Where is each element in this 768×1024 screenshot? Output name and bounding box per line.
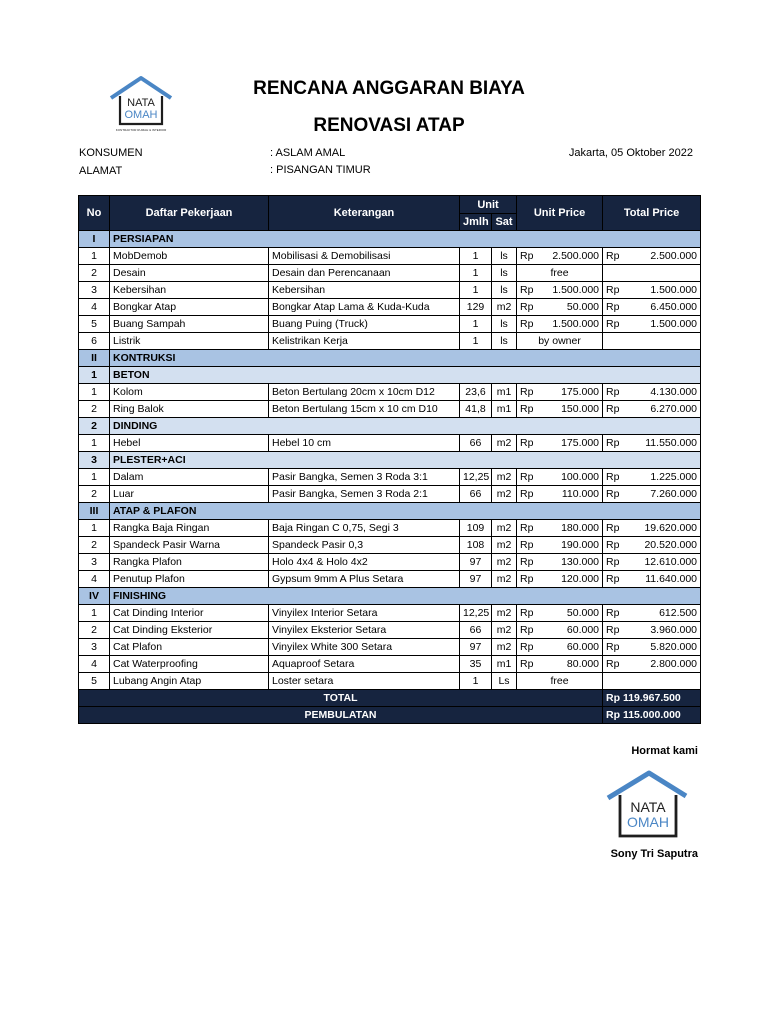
col-header-no: No <box>79 196 110 231</box>
unit: m2 <box>492 639 517 656</box>
price-note: by owner <box>517 333 603 350</box>
quantity: 41,8 <box>460 401 492 418</box>
unit-price: 60.000 <box>539 639 603 656</box>
quantity: 23,6 <box>460 384 492 401</box>
total-price-currency: Rp <box>603 469 625 486</box>
work-item-description: Holo 4x4 & Holo 4x2 <box>269 554 460 571</box>
table-row <box>79 486 701 503</box>
table-row <box>79 622 701 639</box>
work-item-name: Cat Waterproofing <box>110 656 269 673</box>
total-price-currency: Rp <box>603 571 625 588</box>
unit: ls <box>492 265 517 282</box>
row-number: II <box>79 350 110 367</box>
row-number: 4 <box>79 656 110 673</box>
table-row <box>79 333 701 350</box>
work-item-name: Penutup Plafon <box>110 571 269 588</box>
unit-price: 180.000 <box>539 520 603 537</box>
total-price-currency: Rp <box>603 282 625 299</box>
work-item-name: Rangka Baja Ringan <box>110 520 269 537</box>
unit: m2 <box>492 435 517 452</box>
work-item-name: Listrik <box>110 333 269 350</box>
unit: m2 <box>492 554 517 571</box>
unit-price: 60.000 <box>539 622 603 639</box>
subsection-title: BETON <box>110 367 701 384</box>
table-row <box>79 248 701 265</box>
quantity: 1 <box>460 673 492 690</box>
table-row <box>79 639 701 656</box>
unit: m2 <box>492 571 517 588</box>
unit: m2 <box>492 537 517 554</box>
total-price: 12.610.000 <box>625 554 701 571</box>
unit-price: 1.500.000 <box>539 316 603 333</box>
table-row <box>79 605 701 622</box>
alamat-value: : PISANGAN TIMUR <box>270 164 371 176</box>
quantity: 97 <box>460 639 492 656</box>
subsection-row <box>79 367 701 384</box>
unit-price-currency: Rp <box>517 401 539 418</box>
unit-price: 175.000 <box>539 384 603 401</box>
unit-price-currency: Rp <box>517 554 539 571</box>
rab-table-body <box>79 231 701 690</box>
quantity: 108 <box>460 537 492 554</box>
unit-price: 1.500.000 <box>539 282 603 299</box>
table-row <box>79 537 701 554</box>
work-item-name: Ring Balok <box>110 401 269 418</box>
subsection-title: DINDING <box>110 418 701 435</box>
row-number: 6 <box>79 333 110 350</box>
work-item-name: Buang Sampah <box>110 316 269 333</box>
work-item-name: Dalam <box>110 469 269 486</box>
total-price-currency: Rp <box>603 401 625 418</box>
unit-price-currency: Rp <box>517 537 539 554</box>
unit: m1 <box>492 656 517 673</box>
row-number: 1 <box>79 248 110 265</box>
row-number: 1 <box>79 435 110 452</box>
unit-price-currency: Rp <box>517 384 539 401</box>
total-price: 2.500.000 <box>625 248 701 265</box>
total-price-currency: Rp <box>603 639 625 656</box>
col-header-total-price: Total Price <box>603 196 701 231</box>
unit: m1 <box>492 401 517 418</box>
work-item-name: MobDemob <box>110 248 269 265</box>
table-row <box>79 469 701 486</box>
total-price-currency: Rp <box>603 554 625 571</box>
quantity: 35 <box>460 656 492 673</box>
unit-price-currency: Rp <box>517 248 539 265</box>
total-price-currency: Rp <box>603 622 625 639</box>
unit-price-currency: Rp <box>517 520 539 537</box>
col-header-unit-price: Unit Price <box>517 196 603 231</box>
row-number: III <box>79 503 110 520</box>
row-number: 2 <box>79 265 110 282</box>
work-item-description: Pasir Bangka, Semen 3 Roda 2:1 <box>269 486 460 503</box>
unit: m2 <box>492 622 517 639</box>
total-price: 2.800.000 <box>625 656 701 673</box>
work-item-description: Beton Bertulang 20cm x 10cm D12 <box>269 384 460 401</box>
total-price-currency: Rp <box>603 316 625 333</box>
logo-text-nata: NATA <box>127 97 155 109</box>
row-number: 2 <box>79 537 110 554</box>
work-item-description: Aquaproof Setara <box>269 656 460 673</box>
work-item-name: Luar <box>110 486 269 503</box>
row-number: 4 <box>79 299 110 316</box>
work-item-name: Kolom <box>110 384 269 401</box>
signature-logo <box>605 768 689 842</box>
price-note: free <box>517 673 603 690</box>
quantity: 1 <box>460 316 492 333</box>
unit-price-currency: Rp <box>517 486 539 503</box>
total-price: 612.500 <box>625 605 701 622</box>
document-title: RENCANA ANGGARAN BIAYA <box>253 78 525 99</box>
work-item-description: Spandeck Pasir 0,3 <box>269 537 460 554</box>
work-item-description: Vinyilex White 300 Setara <box>269 639 460 656</box>
pembulatan-row <box>79 707 701 724</box>
table-row <box>79 571 701 588</box>
total-price-currency: Rp <box>603 435 625 452</box>
logo-text-omah: OMAH <box>124 109 158 121</box>
table-row <box>79 435 701 452</box>
unit-price: 190.000 <box>539 537 603 554</box>
row-number: 5 <box>79 316 110 333</box>
logo-tagline: KONTRAKTOR RUMAH & INTERIOR <box>115 128 167 132</box>
total-value: Rp 119.967.500 <box>603 690 701 707</box>
table-row <box>79 299 701 316</box>
work-item-name: Bongkar Atap <box>110 299 269 316</box>
unit-price-currency: Rp <box>517 656 539 673</box>
table-row <box>79 384 701 401</box>
unit: ls <box>492 316 517 333</box>
total-price-currency: Rp <box>603 520 625 537</box>
signature-greeting: Hormat kami <box>631 745 698 757</box>
work-item-description: Pasir Bangka, Semen 3 Roda 3:1 <box>269 469 460 486</box>
total-price-currency: Rp <box>603 384 625 401</box>
unit-price: 2.500.000 <box>539 248 603 265</box>
quantity: 1 <box>460 248 492 265</box>
row-number: 1 <box>79 605 110 622</box>
quantity: 97 <box>460 571 492 588</box>
work-item-description: Beton Bertulang 15cm x 10 cm D10 <box>269 401 460 418</box>
quantity: 109 <box>460 520 492 537</box>
quantity: 1 <box>460 282 492 299</box>
unit-price: 50.000 <box>539 299 603 316</box>
unit-price: 120.000 <box>539 571 603 588</box>
unit-price-currency: Rp <box>517 435 539 452</box>
total-label: TOTAL <box>79 690 603 707</box>
work-item-description: Hebel 10 cm <box>269 435 460 452</box>
unit: m2 <box>492 520 517 537</box>
total-price-currency: Rp <box>603 656 625 673</box>
total-price: 1.225.000 <box>625 469 701 486</box>
unit-price-currency: Rp <box>517 639 539 656</box>
row-number: 5 <box>79 673 110 690</box>
quantity: 66 <box>460 486 492 503</box>
unit-price-currency: Rp <box>517 282 539 299</box>
total-price-currency: Rp <box>603 605 625 622</box>
unit-price: 130.000 <box>539 554 603 571</box>
table-row <box>79 282 701 299</box>
row-number: 1 <box>79 469 110 486</box>
unit-price: 150.000 <box>539 401 603 418</box>
total-price: 11.550.000 <box>625 435 701 452</box>
document-date: Jakarta, 05 Oktober 2022 <box>568 147 693 159</box>
row-number: 3 <box>79 282 110 299</box>
unit: m2 <box>492 299 517 316</box>
work-item-description: Baja Ringan C 0,75, Segi 3 <box>269 520 460 537</box>
work-item-description: Kelistrikan Kerja <box>269 333 460 350</box>
work-item-description: Vinyilex Eksterior Setara <box>269 622 460 639</box>
total-price: 19.620.000 <box>625 520 701 537</box>
work-item-name: Hebel <box>110 435 269 452</box>
unit-price-currency: Rp <box>517 469 539 486</box>
pembulatan-label: PEMBULATAN <box>79 707 603 724</box>
konsumen-label: KONSUMEN <box>79 147 143 159</box>
unit-price: 100.000 <box>539 469 603 486</box>
col-header-unit: Unit <box>460 196 517 214</box>
quantity: 97 <box>460 554 492 571</box>
section-title: PERSIAPAN <box>110 231 701 248</box>
document-subtitle: RENOVASI ATAP <box>313 115 465 136</box>
unit-price-currency: Rp <box>517 299 539 316</box>
konsumen-value: : ASLAM AMAL <box>270 147 346 159</box>
table-row <box>79 673 701 690</box>
unit-price: 80.000 <box>539 656 603 673</box>
unit: m2 <box>492 486 517 503</box>
work-item-name: Rangka Plafon <box>110 554 269 571</box>
row-number: 1 <box>79 384 110 401</box>
work-item-description: Loster setara <box>269 673 460 690</box>
quantity: 66 <box>460 622 492 639</box>
subsection-title: PLESTER+ACI <box>110 452 701 469</box>
section-row <box>79 350 701 367</box>
quantity: 1 <box>460 333 492 350</box>
work-item-description: Gypsum 9mm A Plus Setara <box>269 571 460 588</box>
unit: Ls <box>492 673 517 690</box>
total-price: 20.520.000 <box>625 537 701 554</box>
work-item-name: Cat Dinding Interior <box>110 605 269 622</box>
work-item-description: Kebersihan <box>269 282 460 299</box>
unit: ls <box>492 333 517 350</box>
total-price-empty <box>603 265 701 282</box>
quantity: 129 <box>460 299 492 316</box>
work-item-name: Lubang Angin Atap <box>110 673 269 690</box>
total-price: 1.500.000 <box>625 316 701 333</box>
section-row <box>79 588 701 605</box>
work-item-description: Desain dan Perencanaan <box>269 265 460 282</box>
total-price-currency: Rp <box>603 486 625 503</box>
unit-price: 50.000 <box>539 605 603 622</box>
total-price-empty <box>603 333 701 350</box>
row-number: 4 <box>79 571 110 588</box>
total-price: 6.270.000 <box>625 401 701 418</box>
table-row <box>79 265 701 282</box>
work-item-name: Cat Plafon <box>110 639 269 656</box>
unit-price: 175.000 <box>539 435 603 452</box>
unit: m2 <box>492 605 517 622</box>
section-title: KONTRUKSI <box>110 350 701 367</box>
col-header-jmlh: Jmlh <box>460 214 492 231</box>
quantity: 12,25 <box>460 469 492 486</box>
work-item-name: Spandeck Pasir Warna <box>110 537 269 554</box>
total-price-currency: Rp <box>603 299 625 316</box>
rab-table <box>78 195 701 724</box>
section-row <box>79 503 701 520</box>
row-number: 3 <box>79 639 110 656</box>
row-number: 3 <box>79 452 110 469</box>
pembulatan-value: Rp 115.000.000 <box>603 707 701 724</box>
section-title: FINISHING <box>110 588 701 605</box>
table-row <box>79 520 701 537</box>
unit-price-currency: Rp <box>517 571 539 588</box>
subsection-row <box>79 418 701 435</box>
signature-logo-nata: NATA <box>630 799 666 815</box>
row-number: 2 <box>79 401 110 418</box>
total-price-currency: Rp <box>603 537 625 554</box>
total-price: 11.640.000 <box>625 571 701 588</box>
signature-logo-omah: OMAH <box>627 814 669 830</box>
col-header-keterangan: Keterangan <box>269 196 460 231</box>
row-number: 2 <box>79 486 110 503</box>
work-item-description: Vinyilex Interior Setara <box>269 605 460 622</box>
work-item-description: Buang Puing (Truck) <box>269 316 460 333</box>
total-price-empty <box>603 673 701 690</box>
total-price: 5.820.000 <box>625 639 701 656</box>
total-price: 7.260.000 <box>625 486 701 503</box>
row-number: 1 <box>79 367 110 384</box>
row-number: 2 <box>79 622 110 639</box>
unit: ls <box>492 248 517 265</box>
unit-price-currency: Rp <box>517 622 539 639</box>
unit-price-currency: Rp <box>517 316 539 333</box>
quantity: 66 <box>460 435 492 452</box>
table-row <box>79 656 701 673</box>
row-number: 3 <box>79 554 110 571</box>
col-header-sat: Sat <box>492 214 517 231</box>
total-price-currency: Rp <box>603 248 625 265</box>
unit: m2 <box>492 469 517 486</box>
total-price: 3.960.000 <box>625 622 701 639</box>
unit: ls <box>492 282 517 299</box>
table-row <box>79 316 701 333</box>
unit: m1 <box>492 384 517 401</box>
total-row <box>79 690 701 707</box>
total-price: 4.130.000 <box>625 384 701 401</box>
table-row <box>79 401 701 418</box>
unit-price: 110.000 <box>539 486 603 503</box>
work-item-name: Kebersihan <box>110 282 269 299</box>
col-header-daftar: Daftar Pekerjaan <box>110 196 269 231</box>
subsection-row <box>79 452 701 469</box>
quantity: 1 <box>460 265 492 282</box>
table-row <box>79 554 701 571</box>
alamat-label: ALAMAT <box>79 165 123 177</box>
work-item-name: Desain <box>110 265 269 282</box>
price-note: free <box>517 265 603 282</box>
signatory-name: Sony Tri Saputra <box>610 848 698 860</box>
row-number: I <box>79 231 110 248</box>
total-price: 6.450.000 <box>625 299 701 316</box>
row-number: 2 <box>79 418 110 435</box>
section-title: ATAP & PLAFON <box>110 503 701 520</box>
total-price: 1.500.000 <box>625 282 701 299</box>
row-number: IV <box>79 588 110 605</box>
quantity: 12,25 <box>460 605 492 622</box>
work-item-description: Bongkar Atap Lama & Kuda-Kuda <box>269 299 460 316</box>
row-number: 1 <box>79 520 110 537</box>
work-item-description: Mobilisasi & Demobilisasi <box>269 248 460 265</box>
work-item-name: Cat Dinding Eksterior <box>110 622 269 639</box>
unit-price-currency: Rp <box>517 605 539 622</box>
section-row <box>79 231 701 248</box>
